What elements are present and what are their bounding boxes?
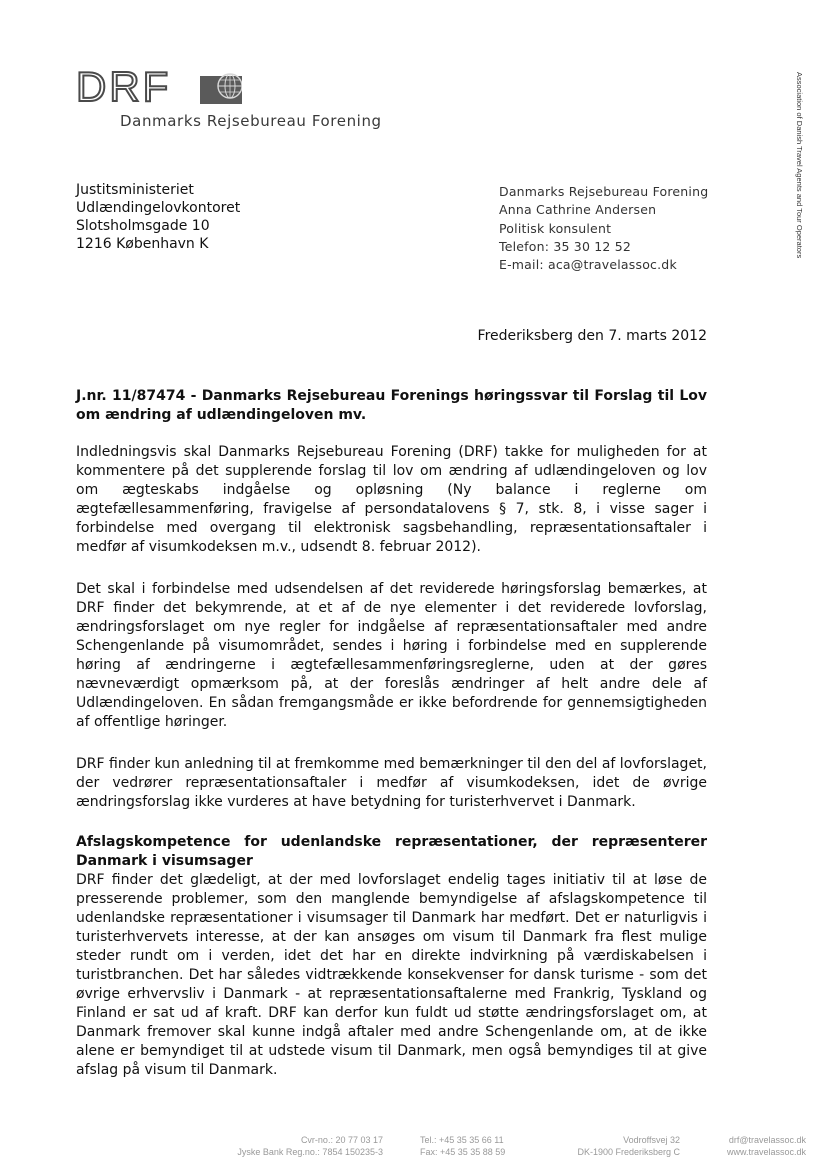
paragraph: DRF finder kun anledning til at fremkomme med bemærkninger til den del af lovforslaget, der vedrører repræsentationsaftaler i medfør af visumkodeksen, idet de øvrige ændringsforslag ikke vurderes at have betydning for turisterhvervet i Danmark. (76, 756, 707, 810)
logo-subtitle: Danmarks Rejsebureau Forening (120, 112, 382, 130)
recipient-line: 1216 København K (76, 236, 209, 252)
subject-line: J.nr. 11/87474 - Danmarks Rejsebureau Forenings høringssvar til Forslag til Lov om ændring af udlændingeloven mv. (76, 388, 707, 423)
recipient-address (76, 181, 240, 253)
sender-title: Politisk konsulent (499, 220, 612, 236)
section-heading: Afslagskompetence for udenlandske repræsentationer, der repræsenterer Danmark i visumsager (76, 834, 707, 869)
paragraph: Indledningsvis skal Danmarks Rejsebureau Forening (DRF) takke for muligheden for at kommentere på det supplerende forslag til lov om ændring af udlændingeloven og lov om ægteskabs indgåelse og opløsning (Ny balance i reglerne om ægtefællesammenføring, fravigelse af persondatalovens § 7, stk. 8, i visse sager i forbindelse med overgang til elektronisk sagsbehandling, repræsentationsaftaler i medfør af visumkodeksen m.v., udsendt 8. februar 2012). (76, 444, 707, 555)
sender-phone: Telefon: 35 30 12 52 (499, 238, 632, 254)
globe-icon (200, 72, 242, 104)
recipient-line: Slotsholmsgade 10 (76, 218, 210, 234)
footer-street: Vodroffsvej 32 (623, 1135, 680, 1145)
recipient-line: Udlændingelovkontoret (76, 200, 241, 216)
footer-tel: Tel.: +45 35 35 66 11 (420, 1135, 504, 1145)
footer-address (530, 1134, 680, 1158)
footer-city: DK-1900 Frederiksberg C (577, 1147, 680, 1157)
recipient-line: Justitsministeriet (76, 182, 194, 198)
sender-block (499, 183, 708, 274)
footer-email[interactable]: drf@travelassoc.dk (728, 1135, 806, 1145)
paragraph: Det skal i forbindelse med udsendelsen af det reviderede høringsforslag bemærkes, at DRF finder det bekymrende, at et af de nye elementer i det reviderede lovforslag, ændringsforslaget om nye regler for indgåelse af repræsentationsaftaler med andre Schengenlande på visumområdet, sendes i høring i forbindelse med en supplerende høring af ændringerne i ægtefællesammenføringsreglerne, uden at der gøres nævneværdigt opmærksom på, at der foreslås ændringer af helt andre dele af Udlændingeloven. En sådan fremgangsmåde er ikke befordrende for gennemsigtigheden af offentlige høringer. (76, 581, 707, 730)
sender-name: Anna Cathrine Andersen (499, 202, 657, 218)
footer-fax: Fax: +45 35 35 88 59 (420, 1147, 506, 1157)
footer-website[interactable]: www.travelassoc.dk (726, 1147, 806, 1157)
footer-web (704, 1134, 806, 1158)
association-side-text: Association of Danish Travel Agents and Tour Operators (795, 72, 804, 259)
sender-organisation: Danmarks Rejsebureau Forening (499, 184, 709, 199)
sender-email: E-mail: aca@travelassoc.dk (499, 257, 677, 273)
footer-registration (200, 1134, 383, 1158)
footer-phone (420, 1134, 505, 1158)
letter-date: Frederiksberg den 7. marts 2012 (477, 328, 707, 344)
logo-wordmark: DRF (76, 63, 172, 110)
footer-bank: Jyske Bank Reg.no.: 7854 150235-3 (237, 1147, 383, 1157)
footer-cvr: Cvr-no.: 20 77 03 17 (300, 1135, 383, 1145)
section-paragraph: DRF finder det glædeligt, at der med lovforslaget endelig tages initiativ til at løse de presserende problemer, som den manglende bemyndigelse af afslagskompetence til udenlandske repræsentationer i visumsager til Danmark har medført. Det er naturligvis i turisterhvervets interesse, at der kan ansøges om visum til Danmark fra flest mulige steder rundt om i verden, idet det har en direkte indvirkning på værdiskabelsen i turistbranchen. Det har således vidtrækkende konsekvenser for dansk turisme - som det øvrige erhvervsliv i Danmark - at repræsentationsaftalerne med Frankrig, Tyskland og Finland er sat ud af kraft. DRF kan derfor kun fuldt ud støtte ændringsforslaget om, at Danmark fremover skal kunne indgå aftaler med andre Schengenlande om, at de ikke alene er bemyndiget til at udstede visum til Danmark, men også bemyndiges til at give afslag på visum til Danmark. (76, 872, 707, 1078)
